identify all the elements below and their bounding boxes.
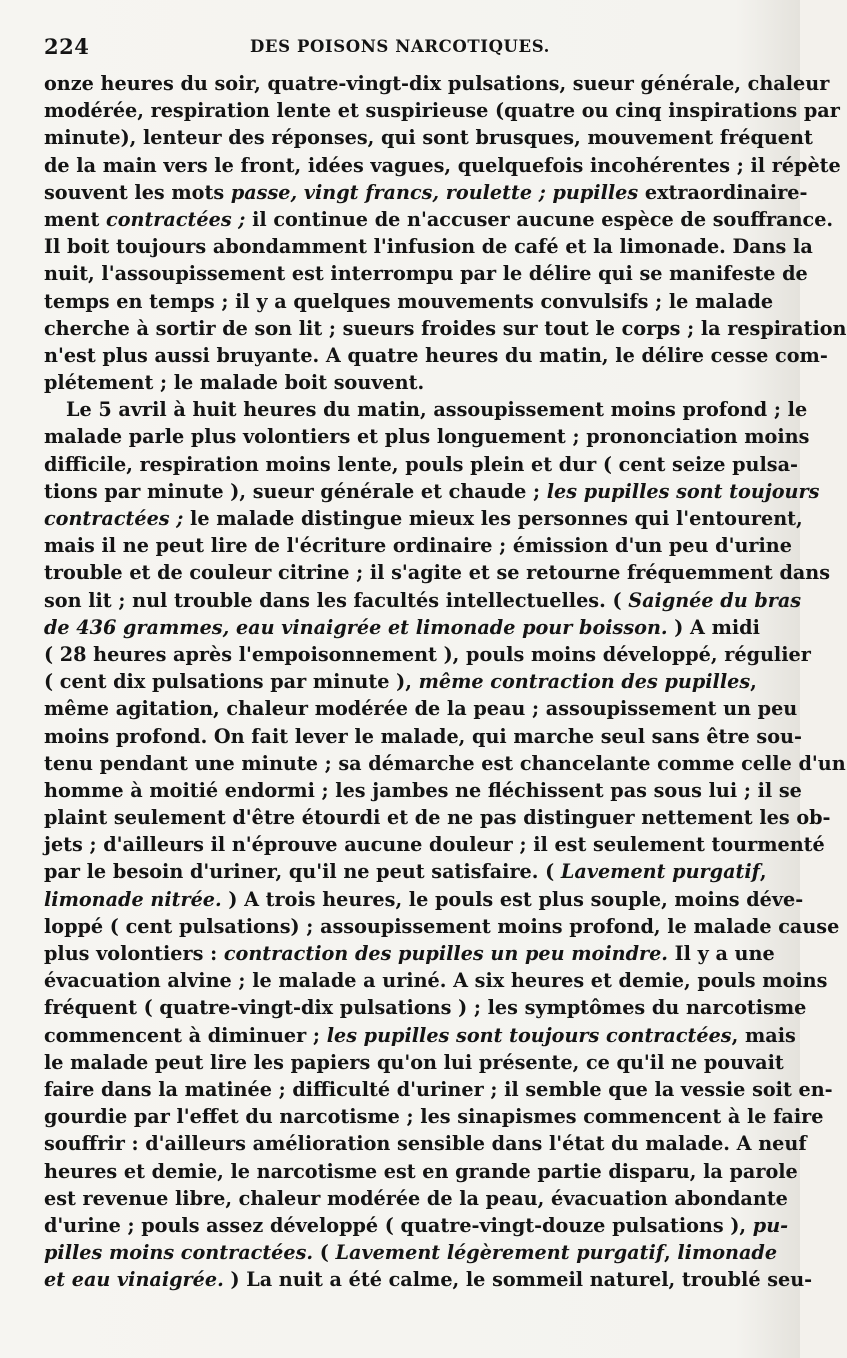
text-line: nuit, l'assoupissement est interrompu par le délire qui se manifeste de: [44, 262, 808, 286]
text-line: malade parle plus volontiers et plus longuement ; prononciation moins: [44, 425, 810, 449]
text-line: tenu pendant une minute ; sa démarche est chancelante comme celle d'un: [44, 751, 846, 775]
page-header: [44, 34, 756, 64]
text-line: faire dans la matinée ; difficulté d'uriner ; il semble que la vessie soit en-: [44, 1077, 833, 1101]
text-line: n'est plus aussi bruyante. A quatre heures du matin, le délire cesse com-: [44, 343, 828, 367]
text-line: loppé ( cent pulsations) ; assoupissement moins profond, le malade cause: [44, 914, 840, 938]
text-line: souffrir : d'ailleurs amélioration sensible dans l'état du malade. A neuf: [44, 1132, 807, 1156]
text-line: même agitation, chaleur modérée de la peau ; assoupissement un peu: [44, 697, 798, 721]
text-line: tions par minute ), sueur générale et chaude ; les pupilles sont toujours: [44, 479, 820, 503]
text-line: plétement ; le malade boit souvent.: [44, 371, 425, 395]
text-line: modérée, respiration lente et suspirieuse (quatre ou cinq inspirations par: [44, 99, 840, 123]
text-line: onze heures du soir, quatre-vingt-dix pulsations, sueur générale, chaleur: [44, 72, 830, 95]
text-line: limonade nitrée. ) A trois heures, le pouls est plus souple, moins déve-: [44, 887, 804, 911]
text-line: est revenue libre, chaleur modérée de la peau, évacuation abondante: [44, 1186, 788, 1210]
text-line: de 436 grammes, eau vinaigrée et limonade pour boisson. ) A midi: [44, 615, 760, 639]
text-line: par le besoin d'uriner, qu'il ne peut satisfaire. ( Lavement purgatif,: [44, 860, 767, 884]
text-line: cherche à sortir de son lit ; sueurs froides sur tout le corps ; la respiration: [44, 316, 847, 340]
text-line: Il boit toujours abondamment l'infusion de café et la limonade. Dans la: [44, 235, 813, 259]
text-line: plus volontiers : contraction des pupilles un peu moindre. Il y a une: [44, 942, 775, 965]
text-line: heures et demie, le narcotisme est en grande partie disparu, la parole: [44, 1159, 798, 1183]
text-line: moins profond. On fait lever le malade, qui marche seul sans être sou-: [44, 724, 802, 748]
text-line: pilles moins contractées. ( Lavement légèrement purgatif, limonade: [44, 1241, 778, 1265]
text-line: difficile, respiration moins lente, pouls plein et dur ( cent seize pulsa-: [44, 452, 798, 476]
text-line: trouble et de couleur citrine ; il s'agite et se retourne fréquemment dans: [44, 561, 831, 585]
text-line: commencent à diminuer ; les pupilles sont toujours contractées, mais: [44, 1023, 796, 1047]
text-line: minute), lenteur des réponses, qui sont brusques, mouvement fréquent: [44, 126, 813, 150]
body-text: [44, 70, 847, 1293]
text-line: ment contractées ; il continue de n'accuser aucune espèce de souffrance.: [44, 207, 834, 231]
text-line: gourdie par l'effet du narcotisme ; les sinapismes commencent à le faire: [44, 1105, 824, 1129]
text-line: de la main vers le front, idées vagues, quelquefois incohérentes ; il répète: [44, 153, 841, 177]
text-line: souvent les mots passe, vingt francs, roulette ; pupilles extraordinaire-: [44, 180, 808, 204]
text-line: ( 28 heures après l'empoisonnement ), pouls moins développé, régulier: [44, 642, 811, 666]
text-line: homme à moitié endormi ; les jambes ne fléchissent pas sous lui ; il se: [44, 778, 802, 802]
running-head: DES POISONS NARCOTIQUES.: [250, 37, 550, 56]
text-line: fréquent ( quatre-vingt-dix pulsations ) ; les symptômes du narcotisme: [44, 996, 807, 1020]
text-line: mais il ne peut lire de l'écriture ordinaire ; émission d'un peu d'urine: [44, 534, 792, 558]
text-line: Le 5 avril à huit heures du matin, assoupissement moins profond ; le: [66, 398, 808, 422]
text-line: jets ; d'ailleurs il n'éprouve aucune douleur ; il est seulement tourmenté: [44, 833, 825, 857]
text-line: temps en temps ; il y a quelques mouvements convulsifs ; le malade: [44, 289, 774, 313]
text-line: ( cent dix pulsations par minute ), même contraction des pupilles,: [44, 670, 757, 694]
text-line: son lit ; nul trouble dans les facultés intellectuelles. ( Saignée du bras: [44, 588, 802, 612]
page-number: 224: [44, 34, 90, 59]
text-line: le malade peut lire les papiers qu'on lui présente, ce qu'il ne pouvait: [44, 1050, 784, 1074]
text-line: plaint seulement d'être étourdi et de ne pas distinguer nettement les ob-: [44, 806, 831, 830]
text-line: évacuation alvine ; le malade a uriné. A six heures et demie, pouls moins: [44, 969, 828, 993]
text-line: et eau vinaigrée. ) La nuit a été calme, le sommeil naturel, troublé seu-: [44, 1268, 813, 1292]
text-line: d'urine ; pouls assez développé ( quatre-vingt-douze pulsations ), pu-: [44, 1213, 789, 1237]
text-line: contractées ; le malade distingue mieux les personnes qui l'entourent,: [44, 507, 803, 530]
